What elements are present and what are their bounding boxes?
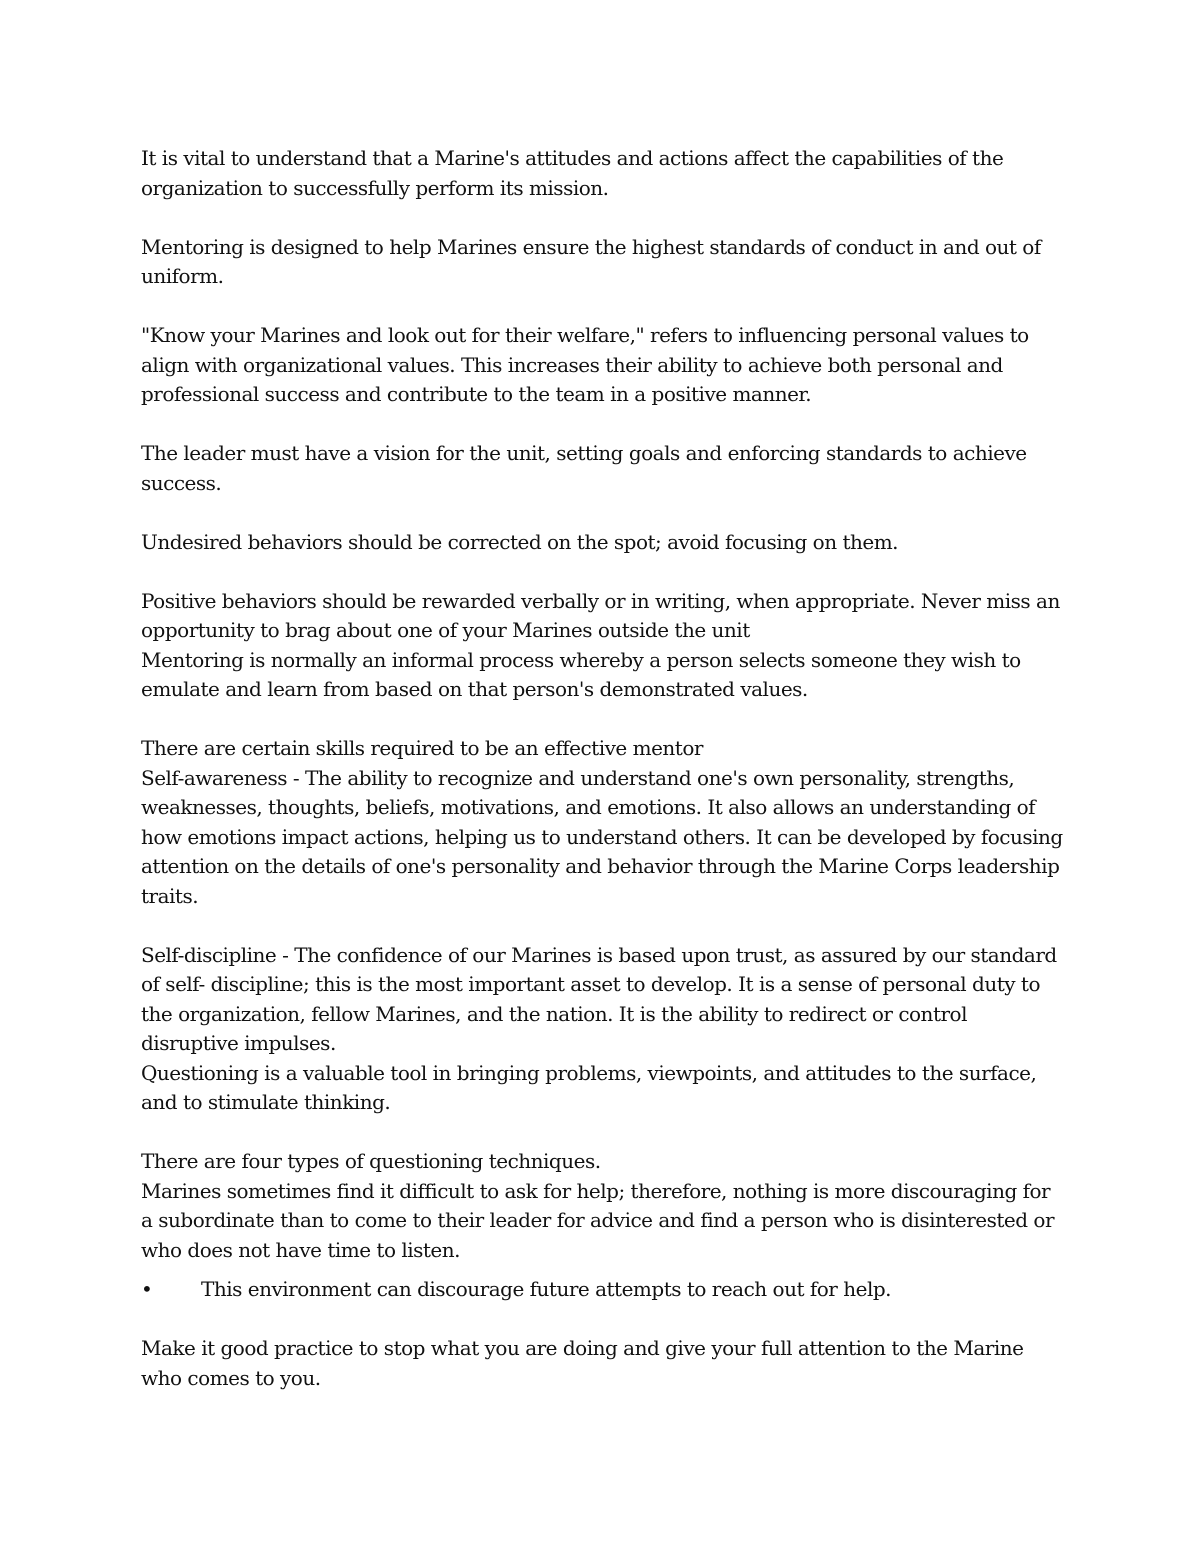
paragraph-know-your-marines: "Know your Marines and look out for their welfare," refers to influencing personal values to align with organizational values. This increases their ability to achieve both personal and professional success and contribute to the team in a positive manner.: [141, 323, 1029, 406]
bullet-list-item: [141, 1275, 1066, 1305]
paragraph-mentoring-design: Mentoring is designed to help Marines ensure the highest standards of conduct in and out of uniform.: [141, 234, 1041, 288]
paragraph-mentor-skills: There are certain skills required to be an effective mentor: [141, 736, 703, 760]
bullet-item-text: This environment can discourage future attempts to reach out for help.: [201, 1277, 891, 1301]
paragraph-leader-vision: The leader must have a vision for the unit, setting goals and enforcing standards to achieve success.: [141, 441, 1027, 495]
paragraph-good-practice: Make it good practice to stop what you are doing and give your full attention to the Marine who comes to you.: [141, 1336, 1024, 1390]
paragraph-group-questioning-techniques: [141, 1147, 1066, 1265]
paragraph-group-positive-behaviors: [141, 587, 1066, 705]
paragraph-four-types: There are four types of questioning techniques.: [141, 1149, 601, 1173]
paragraph-asking-for-help: Marines sometimes find it difficult to ask for help; therefore, nothing is more discouraging for a subordinate than to come to their leader for advice and find a person who is disinterested or who does not have time to listen.: [141, 1178, 1055, 1262]
paragraph-positive-behaviors: Positive behaviors should be rewarded verbally or in writing, when appropriate. Never miss an opportunity to brag about one of your Marines outside the unit: [141, 588, 1060, 642]
paragraph-group-self-discipline: [141, 941, 1066, 1118]
paragraph-undesired-behaviors: Undesired behaviors should be corrected on the spot; avoid focusing on them.: [141, 529, 899, 554]
paragraph-group-mentor-skills: [141, 734, 1066, 911]
document-page: [141, 144, 1066, 1423]
paragraph-mentoring-process: Mentoring is normally an informal process whereby a person selects someone they wish to emulate and learn from based on that person's demonstrated values.: [141, 647, 1021, 701]
paragraph-self-awareness: Self-awareness - The ability to recognize and understand one's own personality, strengths, weaknesses, thoughts, beliefs, motivations, and emotions. It also allows an understanding of how emotions impact actions, helping us to understand others. It can be developed by focusing attention on the details of one's personality and behavior through the Marine Corps leadership traits.: [141, 765, 1063, 908]
paragraph-marine-attitudes: It is vital to understand that a Marine's attitudes and actions affect the capabilities of the organization to successfully perform its mission.: [141, 146, 1004, 200]
paragraph-self-discipline: Self-discipline - The confidence of our Marines is based upon trust, as assured by our standard of self- discipline; this is the most important asset to develop. It is a sense of personal duty to the organization, fellow Marines, and the nation. It is the ability to redirect or control disruptive impulses.: [141, 942, 1057, 1055]
paragraph-questioning: Questioning is a valuable tool in bringing problems, viewpoints, and attitudes to the surface, and to stimulate thinking.: [141, 1060, 1037, 1114]
bullet-icon: •: [141, 1277, 153, 1301]
